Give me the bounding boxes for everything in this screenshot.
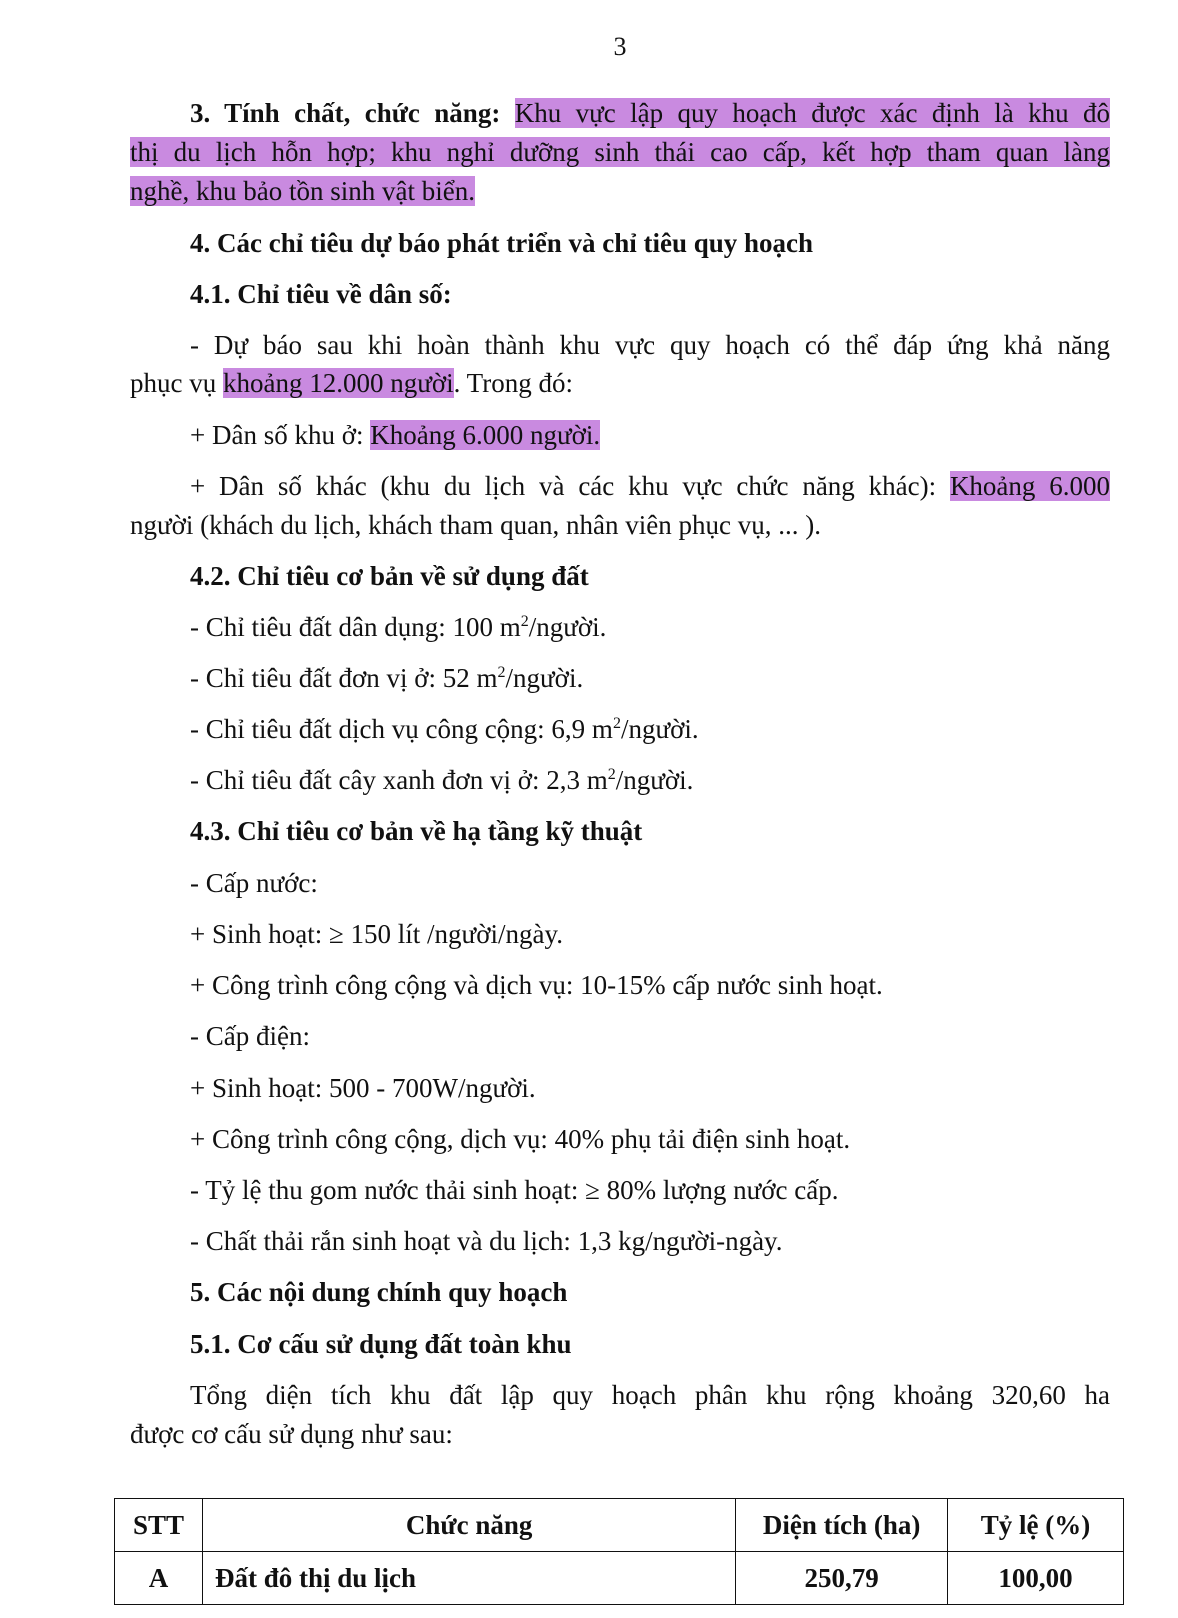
header-stt: STT xyxy=(115,1499,203,1552)
population-text-post: . Trong đó: xyxy=(453,368,573,398)
land-indicator-unit: /người. xyxy=(620,714,699,744)
section5-intro-line2: được cơ cấu sử dụng như sau: xyxy=(130,1419,453,1449)
land-use-table xyxy=(114,1498,1124,1605)
section43-heading: 4.3. Chỉ tiêu cơ bản về hạ tầng kỹ thuật xyxy=(190,816,643,846)
land-indicator-unit: /người. xyxy=(528,612,607,642)
residential-population xyxy=(190,416,1110,454)
other-population-line2: người (khách du lịch, khách tham quan, nhân viên phục vụ, ... ). xyxy=(130,510,821,540)
header-function: Chức năng xyxy=(202,1499,735,1552)
land-indicator-1 xyxy=(190,608,1110,646)
section3-line1 xyxy=(190,94,1110,132)
cell-area: 250,79 xyxy=(736,1552,948,1605)
cell-ratio: 100,00 xyxy=(948,1552,1124,1605)
land-indicator-text: - Chỉ tiêu đất dân dụng: 100 m xyxy=(190,612,521,642)
land-indicator-text: - Chỉ tiêu đất dịch vụ công cộng: 6,9 m xyxy=(190,714,613,744)
section4-heading: 4. Các chỉ tiêu dự báo phát triển và chỉ tiêu quy hoạch xyxy=(190,228,814,258)
section51-heading: 5.1. Cơ cấu sử dụng đất toàn khu xyxy=(190,1329,572,1359)
residential-label: + Dân số khu ở: xyxy=(190,420,371,450)
infra-line-7: - Tỷ lệ thu gom nước thải sinh hoạt: ≥ 80% lượng nước cấp. xyxy=(190,1175,839,1205)
land-indicator-3 xyxy=(190,710,1110,748)
infra-line-5: + Sinh hoạt: 500 - 700W/người. xyxy=(190,1073,536,1103)
table-row xyxy=(115,1552,1124,1605)
section5-intro-line1: Tổng diện tích khu đất lập quy hoạch phân khu rộng khoảng 320,60 ha xyxy=(190,1380,1110,1410)
population-para-line1: - Dự báo sau khi hoàn thành khu vực quy hoạch có thể đáp ứng khả năng xyxy=(190,330,1110,360)
page-number: 3 xyxy=(613,32,627,61)
population-para-line2 xyxy=(130,364,1110,402)
superscript: 2 xyxy=(607,766,616,783)
section3-line3 xyxy=(130,172,1110,210)
superscript: 2 xyxy=(497,664,506,681)
infra-line-8: - Chất thải rắn sinh hoạt và du lịch: 1,3 kg/người-ngày. xyxy=(190,1226,783,1256)
header-ratio: Tỷ lệ (%) xyxy=(948,1499,1124,1552)
infra-line-6: + Công trình công cộng, dịch vụ: 40% phụ tải điện sinh hoạt. xyxy=(190,1124,851,1154)
land-indicator-2 xyxy=(190,659,1110,697)
land-indicator-unit: /người. xyxy=(615,765,694,795)
population-total-highlight: khoảng 12.000 người xyxy=(222,368,454,398)
land-indicator-text: - Chỉ tiêu đất đơn vị ở: 52 m xyxy=(190,663,498,693)
infra-line-4: - Cấp điện: xyxy=(190,1021,310,1051)
section3-highlight-1: Khu vực lập quy hoạch được xác định là khu đô xyxy=(514,98,1110,128)
land-indicator-text: - Chỉ tiêu đất cây xanh đơn vị ở: 2,3 m xyxy=(190,765,608,795)
cell-function: Đất đô thị du lịch xyxy=(202,1552,735,1605)
section3-line2 xyxy=(130,133,1110,171)
superscript: 2 xyxy=(612,715,621,732)
residential-highlight: Khoảng 6.000 người. xyxy=(370,420,601,450)
section3-highlight-2: thị du lịch hỗn hợp; khu nghỉ dưỡng sinh thái cao cấp, kết hợp tham quan làng xyxy=(130,137,1110,167)
table-header-row xyxy=(115,1499,1124,1552)
infra-line-3: + Công trình công cộng và dịch vụ: 10-15% cấp nước sinh hoạt. xyxy=(190,970,883,1000)
infra-line-1: - Cấp nước: xyxy=(190,868,318,898)
other-population-line1 xyxy=(190,467,1110,505)
header-area: Diện tích (ha) xyxy=(736,1499,948,1552)
superscript: 2 xyxy=(520,613,529,630)
section3-highlight-3: nghề, khu bảo tồn sinh vật biển. xyxy=(130,176,475,206)
infra-line-2: + Sinh hoạt: ≥ 150 lít /người/ngày. xyxy=(190,919,563,949)
section3-heading: 3. Tính chất, chức năng: xyxy=(190,98,501,128)
other-population-label: + Dân số khác (khu du lịch và các khu vực chức năng khác): xyxy=(190,471,950,501)
land-indicator-unit: /người. xyxy=(505,663,584,693)
other-population-highlight: Khoảng 6.000 xyxy=(949,471,1111,501)
land-indicator-4 xyxy=(190,761,1110,799)
section41-heading: 4.1. Chỉ tiêu về dân số: xyxy=(190,279,452,309)
section5-heading: 5. Các nội dung chính quy hoạch xyxy=(190,1277,568,1307)
population-text: phục vụ xyxy=(130,368,223,398)
section42-heading: 4.2. Chỉ tiêu cơ bản về sử dụng đất xyxy=(190,561,589,591)
cell-stt: A xyxy=(115,1552,203,1605)
